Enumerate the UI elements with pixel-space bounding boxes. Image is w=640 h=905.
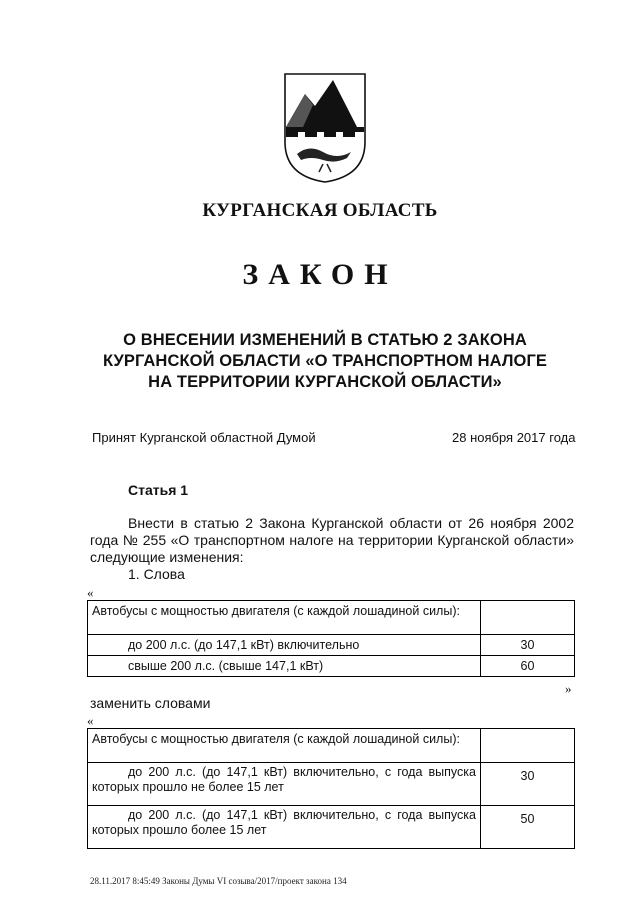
table-cell: 30 [481,635,575,656]
coat-of-arms-icon [283,72,367,184]
article-heading: Статья 1 [128,482,189,498]
table-row [88,656,575,677]
article-intro-text: Внести в статью 2 Закона Курганской области от 26 ноября 2002 года № 255 «О транспортном налоге на территории Курганской области» следующие изменения: [90,515,574,565]
new-rates-table [87,728,575,849]
close-quote: » [565,681,572,696]
table-cell: 50 [481,806,575,849]
table-cell-text: до 200 л.с. (до 147,1 кВт) включительно, с года выпуска которых прошло не более 15 лет [92,765,476,794]
table-row [88,806,575,849]
law-title-line: О ВНЕСЕНИИ ИЗМЕНЕНИЙ В СТАТЬЮ 2 ЗАКОНА [123,331,527,349]
table-cell [88,806,481,849]
law-title [90,330,560,393]
table-header: Автобусы с мощностью двигателя (с каждой лошадиной силы): [88,729,481,763]
table-cell: до 200 л.с. (до 147,1 кВт) включительно [88,635,481,656]
old-rates-table [87,600,575,677]
law-title-line: КУРГАНСКОЙ ОБЛАСТИ «О ТРАНСПОРТНОМ НАЛОГЕ [102,352,548,370]
table-cell: 30 [481,763,575,806]
table-row [88,763,575,806]
table-cell [481,729,575,763]
document-footer: 28.11.2017 8:45:49 Законы Думы VI созыва/2017/проект закона 134 [90,876,347,886]
law-title-line: НА ТЕРРИТОРИИ КУРГАНСКОЙ ОБЛАСТИ» [148,373,502,391]
table-cell: свыше 200 л.с. (свыше 147,1 кВт) [88,656,481,677]
open-quote: « [87,713,94,728]
table-cell-text: до 200 л.с. (до 147,1 кВт) включительно, с года выпуска которых прошло более 15 лет [92,808,476,837]
region-name: КУРГАНСКАЯ ОБЛАСТЬ [202,200,438,221]
table-cell [88,763,481,806]
open-quote: « [87,585,94,600]
document-type: ЗАКОН [242,258,398,291]
adopted-by: Принят Курганской областной Думой [92,430,316,445]
item-1-label: 1. Слова [128,566,185,582]
article-intro [90,515,574,566]
table-cell [481,601,575,635]
table-row [88,635,575,656]
replace-with-label: заменить словами [90,695,211,711]
table-cell: 60 [481,656,575,677]
table-header: Автобусы с мощностью двигателя (с каждой лошадиной силы): [88,601,481,635]
adopted-date: 28 ноября 2017 года [452,430,576,445]
